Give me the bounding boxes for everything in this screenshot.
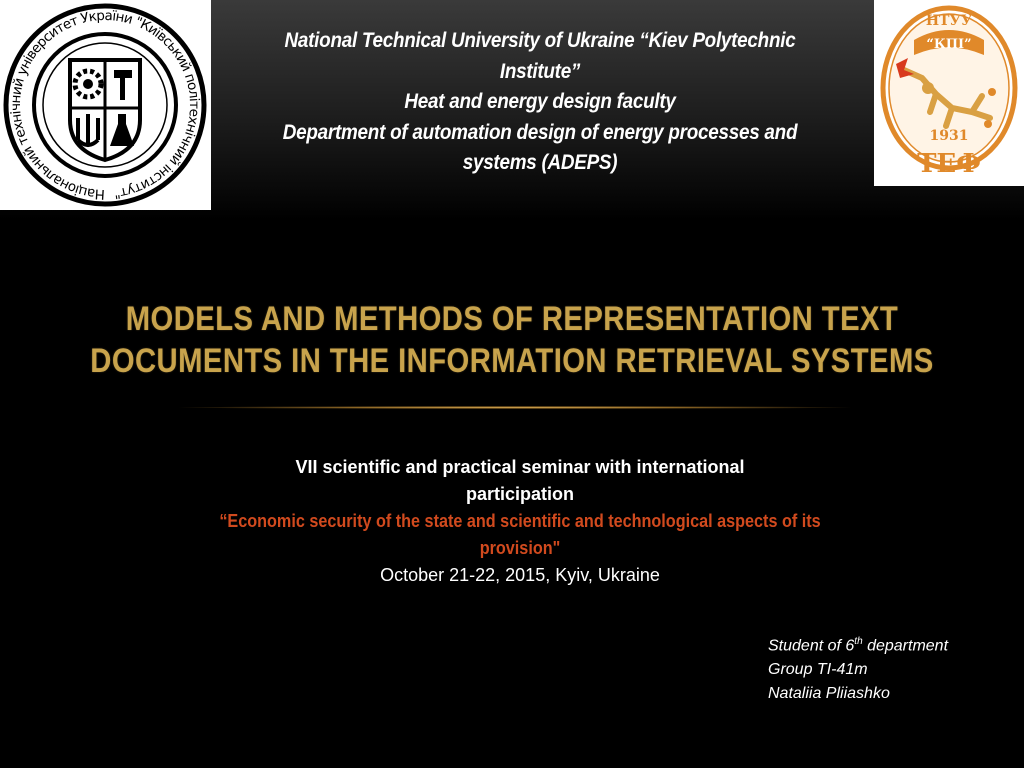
faculty-emblem-icon [874,0,1024,186]
seminar-theme-line-2: provision" [479,538,561,558]
header-faculty: Heat and energy design faculty [404,90,676,113]
student-dept-prefix: Student of 6 [768,637,855,655]
logo-tef-text: ТЕФ [917,149,981,179]
title-line-2: DOCUMENTS IN THE INFORMATION RETRIEVAL SYSTEMS [90,342,934,380]
university-seal-logo [0,0,211,210]
seminar-line-2: participation [465,484,574,504]
logo-kpi-text: “КПІ” [926,37,972,52]
header-department: Department of automation design of energy processes and systems (ADEPS) [282,120,798,174]
student-dept-suffix: department [862,637,949,655]
seal-icon [0,0,211,210]
seminar-date: October 21-22, 2015, Kyiv, Ukraine [380,565,660,585]
seal-ring-text: Національний технічний університет України "Київський політехнічний інститут" [7,7,203,203]
student-name: Nataliia Pliiashko [768,685,890,703]
student-info [768,630,1018,706]
seminar-theme-line-1: “Economic security of the state and scientific and technological aspects of its [219,511,821,531]
university-header [270,26,810,179]
logo-year-text: 1931 [929,128,969,144]
seminar-info [170,454,870,589]
presentation-title [72,298,953,382]
student-group: Group TI-41m [768,661,868,679]
seminar-line-1: VII scientific and practical seminar with international [295,457,745,477]
title-line-1: MODELS AND METHODS OF REPRESENTATION TEXT [125,300,899,338]
header-university-name: National Technical University of Ukraine “Kiev Polytechnic Institute” [284,29,796,83]
student-dept-sup: th [854,636,863,647]
logo-ntuu-text: НТУУ [925,13,973,29]
faculty-logo [874,0,1024,186]
student-department [768,630,1018,658]
title-divider [170,406,860,409]
